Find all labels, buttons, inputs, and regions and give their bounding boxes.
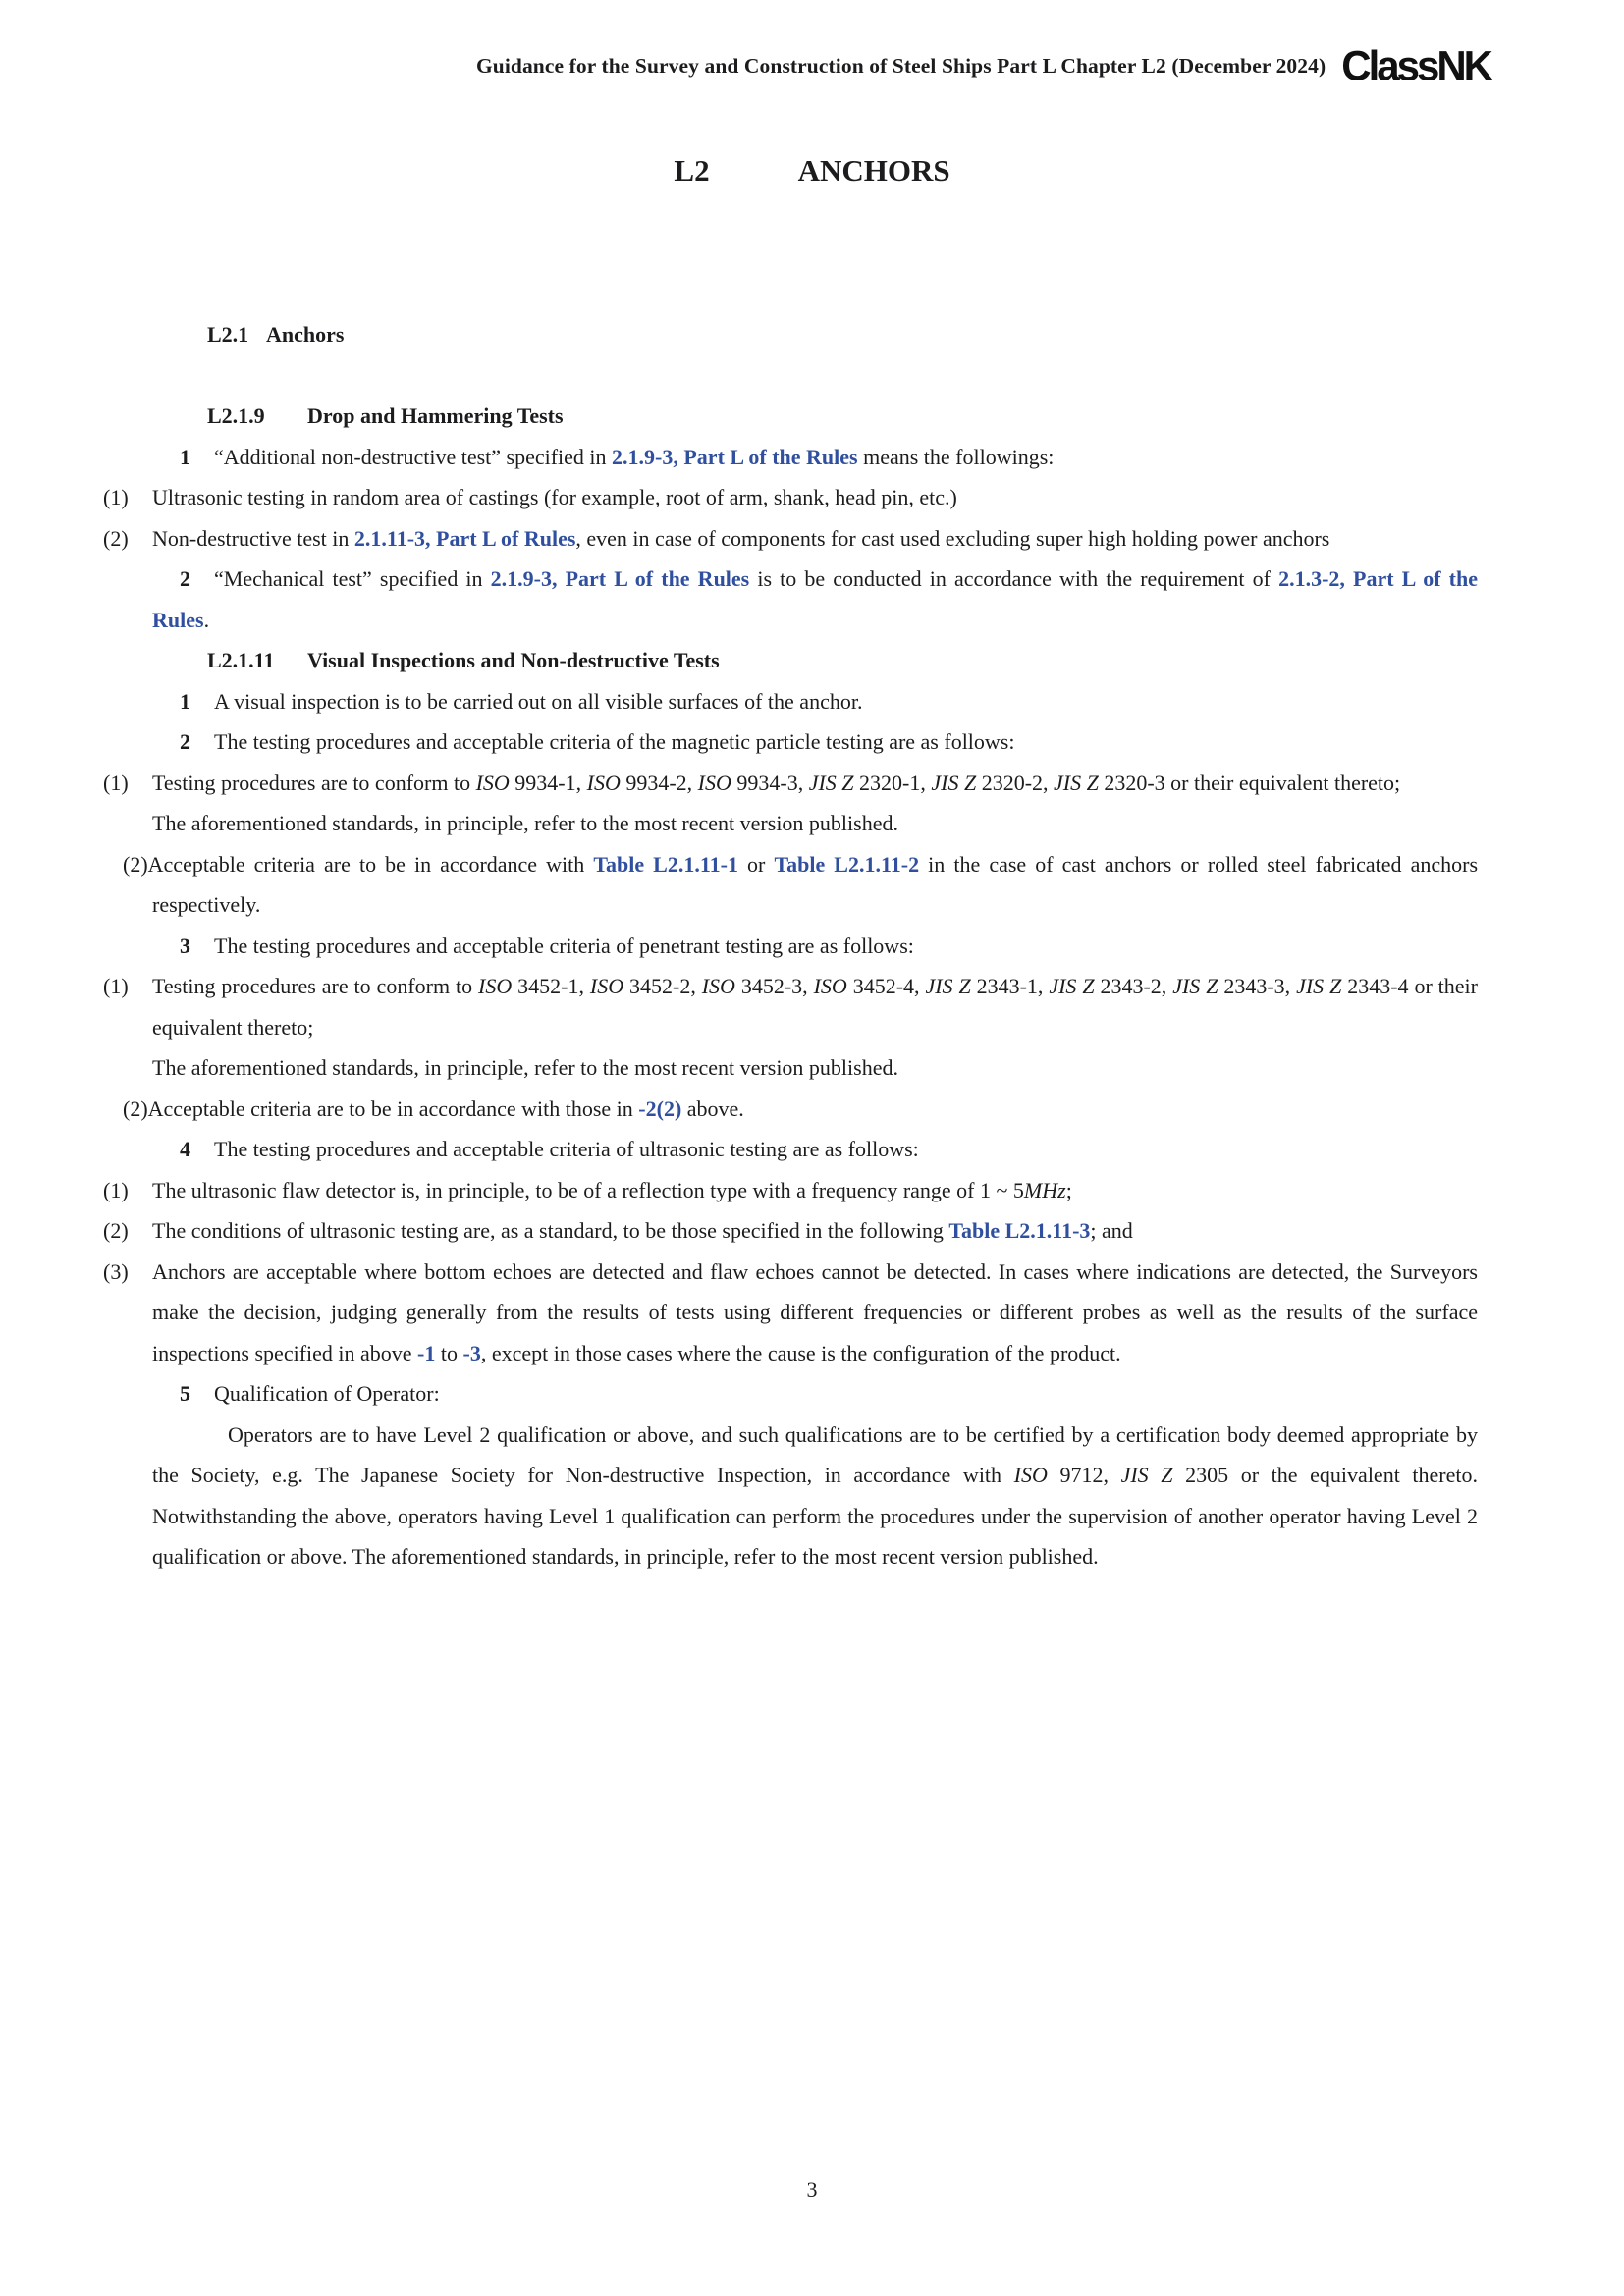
text-run: JIS Z bbox=[1054, 770, 1099, 795]
paragraph-label: 1 bbox=[180, 688, 190, 714]
list-item-1 bbox=[103, 1170, 1478, 1211]
paragraph-label: 4 bbox=[180, 1137, 190, 1161]
text-run: 3452-2, bbox=[623, 974, 702, 998]
paragraph-label: (2) bbox=[103, 525, 129, 551]
paragraph-label: 2 bbox=[180, 729, 190, 754]
chapter-name: ANCHORS bbox=[797, 153, 950, 187]
section-heading-l2-1 bbox=[152, 314, 1478, 355]
paragraph-1 bbox=[152, 681, 1478, 722]
text-run: 3452-3, bbox=[734, 974, 814, 998]
paragraph-label: 3 bbox=[180, 933, 190, 958]
text-run: 3452-1, bbox=[512, 974, 590, 998]
paragraph-1 bbox=[152, 437, 1478, 478]
cross-reference-link[interactable]: 2.1.9-3, Part L of the Rules bbox=[612, 444, 858, 469]
text-run: ISO bbox=[478, 974, 513, 998]
cross-reference-link[interactable]: 2.1.3-2, Part L of the Rules bbox=[152, 566, 1478, 632]
page-number: 3 bbox=[806, 2177, 818, 2202]
text-run: 2305 or the equivalent thereto. Notwithstanding the above, operators having Level 1 qualification can perform the procedures under the supervision of another operator having Level 2 qualification or above. The aforementioned standards, in principle, refer to the most recent version published. bbox=[152, 1463, 1478, 1569]
text-run: JIS Z bbox=[1172, 974, 1218, 998]
paragraph-label: (1) bbox=[103, 1177, 129, 1202]
cross-reference-link[interactable]: 2.1.11-3, Part L of Rules bbox=[353, 525, 576, 551]
list-item-1 bbox=[103, 763, 1478, 804]
text-run: to bbox=[435, 1340, 463, 1365]
text-run: The testing procedures and acceptable criteria of the magnetic particle testing are as follows: bbox=[214, 729, 1015, 754]
text-run: Acceptable criteria are to be in accordance with those in bbox=[147, 1095, 639, 1121]
running-header bbox=[475, 41, 1490, 89]
text-run: ISO bbox=[589, 974, 624, 998]
paragraph-3 bbox=[152, 926, 1478, 967]
list-item-1 bbox=[103, 966, 1478, 1047]
cross-reference-link[interactable]: -1 bbox=[417, 1340, 436, 1365]
text-run: means the followings: bbox=[857, 444, 1055, 469]
text-run: The ultrasonic flaw detector is, in principle, to be of a reflection type with a frequency range of 1 ~ 5 bbox=[152, 1177, 1024, 1202]
list-item-2 bbox=[123, 1089, 1478, 1130]
paragraph-label: (2) bbox=[123, 1095, 148, 1121]
list-item-3 bbox=[103, 1252, 1478, 1374]
paragraph-2 bbox=[152, 559, 1478, 640]
paragraph-5 bbox=[152, 1373, 1478, 1415]
text-run: The aforementioned standards, in principle, refer to the most recent version published. bbox=[152, 811, 898, 835]
text-run: 2343-1, bbox=[970, 974, 1050, 998]
list-item-2 bbox=[123, 844, 1479, 926]
paragraph-label: (2) bbox=[123, 851, 148, 877]
text-run: in the case of cast anchors or rolled steel fabricated anchors respectively. bbox=[152, 851, 1479, 917]
section-heading-l2-1-11 bbox=[152, 640, 1478, 681]
text-run: ISO bbox=[586, 770, 621, 795]
text-run: The conditions of ultrasonic testing are, as a standard, to be those specified in the following bbox=[152, 1218, 949, 1243]
text-run: 9934-3, bbox=[731, 770, 809, 795]
text-run: ; and bbox=[1090, 1218, 1133, 1243]
cross-reference-link[interactable]: -3 bbox=[462, 1340, 481, 1365]
cross-reference-link[interactable]: -2(2) bbox=[638, 1095, 682, 1121]
text-run: 2343-3, bbox=[1218, 974, 1297, 998]
text-run: . bbox=[203, 607, 210, 632]
text-run: 2320-1, bbox=[853, 770, 932, 795]
text-run: “Mechanical test” specified in bbox=[214, 566, 491, 591]
text-run: 9934-2, bbox=[620, 770, 698, 795]
text-run: Ultrasonic testing in random area of castings (for example, root of arm, shank, head pin, etc.) bbox=[152, 485, 957, 509]
paragraph-label: 2 bbox=[180, 566, 190, 591]
cross-reference-link[interactable]: Table L2.1.11-3 bbox=[948, 1218, 1091, 1243]
paragraph-label: (1) bbox=[103, 485, 129, 509]
paragraph-label: (1) bbox=[103, 974, 129, 998]
text-run: ISO bbox=[697, 770, 731, 795]
text-run: ISO bbox=[475, 770, 510, 795]
paragraph-label: L2.1.11 bbox=[207, 648, 275, 672]
text-run: MHz bbox=[1023, 1177, 1066, 1202]
text-run: JIS Z bbox=[925, 974, 971, 998]
text-run: Testing procedures are to conform to bbox=[152, 974, 479, 998]
text-run: JIS Z bbox=[1296, 974, 1342, 998]
text-run: 9712, bbox=[1047, 1463, 1121, 1487]
text-run: Anchors are acceptable where bottom echoes are detected and flaw echoes cannot be detected. In cases where indications are detected, the Surveyors make the decision, judging generally from the results of tests using different frequencies or different probes as well as the results of the surface inspections specified in above bbox=[152, 1258, 1478, 1365]
paragraph-2 bbox=[152, 721, 1478, 763]
paragraph-4 bbox=[152, 1129, 1478, 1170]
text-run: Testing procedures are to conform to bbox=[152, 770, 476, 795]
cross-reference-link[interactable]: 2.1.9-3, Part L of the Rules bbox=[490, 566, 750, 591]
text-run: 2320-3 or their equivalent thereto; bbox=[1098, 770, 1401, 795]
text-run: The testing procedures and acceptable criteria of ultrasonic testing are as follows: bbox=[214, 1137, 919, 1161]
text-run: 2343-2, bbox=[1094, 974, 1173, 998]
paragraph-label: L2.1.9 bbox=[207, 403, 265, 428]
chapter-title bbox=[0, 153, 1624, 188]
cross-reference-link[interactable]: Table L2.1.11-2 bbox=[774, 851, 920, 877]
note-line bbox=[152, 1047, 1478, 1089]
paragraph-label: (2) bbox=[103, 1218, 129, 1243]
text-run: JIS Z bbox=[1120, 1463, 1173, 1487]
paragraph-label: L2.1 bbox=[207, 322, 249, 347]
text-run: Qualification of Operator: bbox=[214, 1381, 440, 1406]
text-run: Operators are to have Level 2 qualification or above, and such qualifications are to be certified by a certification body deemed appropriate by the Society, e.g. The Japanese Society for Non-destructive Inspection, in accordance with bbox=[152, 1421, 1478, 1487]
text-run: “Additional non-destructive test” specified in bbox=[214, 444, 613, 469]
text-run: 2343-4 or their equivalent thereto; bbox=[152, 974, 1478, 1040]
text-run: Visual Inspections and Non-destructive Tests bbox=[307, 648, 720, 672]
list-item-1 bbox=[103, 477, 1478, 518]
text-run: Non-destructive test in bbox=[152, 525, 354, 551]
paragraph-label: (1) bbox=[103, 770, 129, 795]
text-run: , except in those cases where the cause is the configuration of the product. bbox=[480, 1340, 1121, 1365]
paragraph-label: 5 bbox=[180, 1381, 190, 1406]
text-run: Acceptable criteria are to be in accordance with bbox=[147, 851, 594, 877]
paragraph-label: 1 bbox=[180, 444, 190, 469]
note-line bbox=[152, 803, 1478, 844]
section-heading-l2-1-9 bbox=[152, 396, 1478, 437]
text-run: ISO bbox=[1013, 1463, 1048, 1487]
page-footer bbox=[0, 2177, 1624, 2203]
body-paragraph bbox=[152, 1415, 1478, 1577]
text-run: , even in case of components for cast used excluding super high holding power anchors bbox=[575, 525, 1330, 551]
text-run: 2320-2, bbox=[976, 770, 1055, 795]
text-run: ; bbox=[1065, 1177, 1072, 1202]
text-run: JIS Z bbox=[931, 770, 977, 795]
document-title: Guidance for the Survey and Construction of Steel Ships Part L Chapter L2 (December 2024) bbox=[475, 53, 1326, 78]
content-flow bbox=[103, 314, 1479, 1577]
classnk-logo: ClassNK bbox=[1341, 41, 1490, 89]
paragraph-label: (3) bbox=[103, 1258, 129, 1284]
text-run: above. bbox=[681, 1095, 744, 1121]
text-run: ISO bbox=[701, 974, 735, 998]
text-run: JIS Z bbox=[1049, 974, 1095, 998]
chapter-code: L2 bbox=[674, 153, 710, 187]
text-run: Anchors bbox=[266, 322, 345, 347]
text-run: 9934-1, bbox=[509, 770, 587, 795]
text-run: 3452-4, bbox=[846, 974, 926, 998]
text-run: ISO bbox=[813, 974, 847, 998]
list-item-2 bbox=[103, 1210, 1478, 1252]
text-run: Drop and Hammering Tests bbox=[307, 403, 564, 428]
text-run: A visual inspection is to be carried out on all visible surfaces of the anchor. bbox=[214, 688, 863, 714]
text-run: JIS Z bbox=[808, 770, 854, 795]
cross-reference-link[interactable]: Table L2.1.11-1 bbox=[593, 851, 738, 877]
text-run: is to be conducted in accordance with the requirement of bbox=[749, 566, 1279, 591]
list-item-2 bbox=[103, 518, 1478, 560]
text-run: The aforementioned standards, in principle, refer to the most recent version published. bbox=[152, 1055, 898, 1080]
text-run: or bbox=[737, 851, 775, 877]
text-run: The testing procedures and acceptable criteria of penetrant testing are as follows: bbox=[214, 933, 914, 958]
